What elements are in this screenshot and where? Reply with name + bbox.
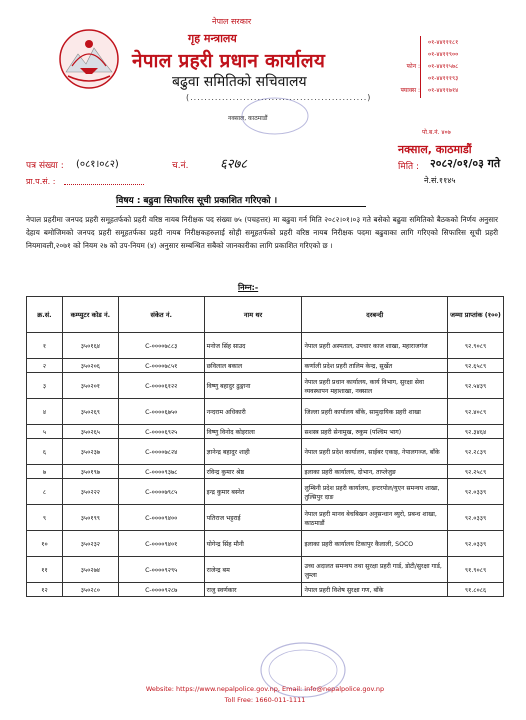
cell-score: ९१.९०८९ [448, 557, 504, 583]
cell-score: ९२.०३३९ [448, 479, 504, 505]
receipt-number-label: प्रा.प.सं. : [26, 177, 56, 186]
cell-serial: २ [27, 359, 63, 373]
cell-score: ९१.८०८६ [448, 583, 504, 597]
table-row [27, 373, 504, 399]
cell-serial: १० [27, 531, 63, 557]
table-row [27, 333, 504, 359]
office-title: नेपाल प्रहरी प्रधान कार्यालय [132, 50, 326, 72]
secretariat-parenthetical: (..................................................) [186, 93, 372, 102]
receipt-number-line [64, 184, 144, 185]
ministry-label: गृह मन्त्रालय [188, 32, 237, 45]
phone-number: ०१-४४१११९३ [428, 75, 459, 82]
cell-posting: लुम्बिनी प्रदेश प्रहरी कार्यालय, इन्टरपोल/युएन समन्वय शाखा, तुल्सिपुर दाङ [302, 479, 448, 505]
col-name: नाम थर [204, 297, 302, 333]
cell-serial: ६ [27, 439, 63, 465]
cell-name: इन्द्र कुमार बस्नेत [204, 479, 302, 505]
col-posting: दरबन्दी [302, 297, 448, 333]
col-computer-code: कम्प्युटर कोड नं. [62, 297, 118, 333]
cell-computer-code: ३५०२८० [62, 583, 118, 597]
list-heading: निम्न:- [238, 283, 259, 292]
cell-computer-code: ३५०२३७ [62, 439, 118, 465]
cell-posting: नेपाल प्रहरी मानव बेचबिखन अनुसन्धान ब्युरो, प्रबन्ध शाखा, काठमाडौं [302, 505, 448, 531]
cell-score: ९२.३४६४ [448, 425, 504, 439]
col-code-number: संकेत नं. [118, 297, 204, 333]
cell-name: विष्णु बहादुर ढुङ्गाना [204, 373, 302, 399]
cell-name: रविन्द्र कुमार श्रेष्ठ [204, 465, 302, 479]
nepal-sambat-ref: ने.सं.११४५ [424, 176, 456, 185]
table-row [27, 505, 504, 531]
table-row [27, 465, 504, 479]
phone-number: ०१-४४११५७८ [428, 63, 459, 70]
cell-serial: ९ [27, 505, 63, 531]
cell-code-number: C-००००९४०१ [118, 531, 204, 557]
subject-line [116, 193, 277, 206]
cell-serial: ३ [27, 373, 63, 399]
cell-score: ९२.६५८९ [448, 359, 504, 373]
dispatch-number-value: ६२७८ [220, 157, 248, 172]
cell-computer-code: ३५०२२२ [62, 479, 118, 505]
cell-computer-code: ३५०२०६ [62, 359, 118, 373]
cell-name: ज्ञानेन्द्र बहादुर शाही [204, 439, 302, 465]
cell-score: ९२.२५८९ [448, 465, 504, 479]
cell-computer-code: ३५०१६४ [62, 333, 118, 359]
table-row [27, 425, 504, 439]
cell-name: पतिराज भट्टराई [204, 505, 302, 531]
cell-name: राजु स्वर्णकार [204, 583, 302, 597]
cell-posting: उच्च अदालत समन्वय तथा सुरक्षा प्रहरी गार्ड, डोटी/सुरक्षा गार्ड, जुम्ला [302, 557, 448, 583]
cell-code-number: C-००००९२८७ [118, 583, 204, 597]
table-row [27, 583, 504, 597]
cell-score: ९२.९०८९ [448, 333, 504, 359]
cell-computer-code: ३५०२६९ [62, 399, 118, 425]
cell-computer-code: ३५०२३२ [62, 531, 118, 557]
nepal-emblem-icon [58, 28, 120, 90]
cell-posting: नेपाल प्रहरी प्रधान कार्यालय, कार्य विभाग, सुरक्षा सेवा व्यवस्थापन महाशाखा, नक्साल [302, 373, 448, 399]
table-row [27, 531, 504, 557]
cell-code-number: C-००००६९२५ [118, 425, 204, 439]
cell-name: नन्दराम अधिकारी [204, 399, 302, 425]
cell-computer-code: ३५०२६५ [62, 425, 118, 439]
table-row [27, 399, 504, 425]
footer-website: Website: https://www.nepalpolice.gov.np, Email: info@nepalpolice.gov.np [145, 685, 385, 693]
fax-number: ०१-४४११७१४ [428, 87, 459, 94]
cell-posting: इलाका प्रहरी कार्यालय टिकापुर कैलाली, SOCO [302, 531, 448, 557]
cell-score: ९२.०३३९ [448, 531, 504, 557]
cell-code-number: C-००००९२९५ [118, 557, 204, 583]
cell-computer-code: ३५०२०१ [62, 373, 118, 399]
subject-text: बढुवा सिफारिस सूची प्रकाशित गरिएको । [143, 196, 278, 206]
cell-score: ९२.०३३९ [448, 505, 504, 531]
body-paragraph: नेपाल प्रहरीमा जनपद प्रहरी समूहतर्फको प्रहरी वरिष्ठ नायब निरीक्षक पद संख्या ७५ (पचहत्तर) मा बढुवा गर्न मिति २०८२।०१।०३ गते बसेको बढुवा समितिको बैठकको निर्णय अनुसार देहाय बमोजिमको जनपद प्रहरी समूहतर्फका प्रहरी नायब निरीक्षकहरुलाई सोही समूहतर्फको प्रहरी वरिष्ठ नायब निरीक्षक पदमा बढुवाका लागि गरिएको सिफारिस सूची प्रहरी नियमावली,२०७१ को नियम २७ को उप-नियम (४) अनुसार सम्बन्धित सबैको जानकारीका लागि प्रकाशित गरिएको छ । [26, 215, 498, 250]
cell-code-number: C-००००७८५१ [118, 359, 204, 373]
table-row [27, 557, 504, 583]
phone-number: ०१-४४११९०० [428, 51, 459, 58]
cell-serial: ८ [27, 479, 63, 505]
secretariat-title: बढुवा समितिको सचिवालय [172, 74, 307, 90]
office-location: नक्साल, काठमाडौं [398, 143, 472, 156]
po-box: पो.ब.नं. ४०७ [422, 129, 451, 136]
cell-computer-code: ३५०२७४ [62, 557, 118, 583]
fax-label: फ्याक्स : [400, 87, 420, 94]
footer-tollfree: Toll Free: 1660-011-1111 [224, 696, 306, 704]
phone-number: ०१-४४१११८१ [428, 39, 459, 46]
cell-score: ९२.४०८९ [448, 399, 504, 425]
cell-posting: कर्णाली प्रदेश प्रहरी तालिम केन्द्र, सुर्खेत [302, 359, 448, 373]
footer [70, 684, 460, 706]
cell-score: ९२.५४३९ [448, 373, 504, 399]
cell-posting: सशस्त्र प्रहरी सेनामुख, रुकुम (पश्चिम भाग) [302, 425, 448, 439]
cell-name: राजेन्द्र बम [204, 557, 302, 583]
govt-label: नेपाल सरकार [212, 17, 252, 26]
cell-serial: ५ [27, 425, 63, 439]
cell-name: छविलाल बकाल [204, 359, 302, 373]
cell-code-number: C-००००६१२२ [118, 373, 204, 399]
cell-computer-code: ३५०१९७ [62, 465, 118, 479]
cell-code-number: C-००००६७५० [118, 399, 204, 425]
cell-posting: जिल्ला प्रहरी कार्यालय बाँके, सामुदायिक प्रहरी शाखा [302, 399, 448, 425]
col-serial: क्र.सं. [27, 297, 63, 333]
letter-number-label: पत्र संख्या : [26, 161, 64, 171]
subject-underline [116, 206, 366, 207]
date-value: २०८२/०१/०३ गते [430, 157, 501, 170]
cell-serial: १२ [27, 583, 63, 597]
table-row [27, 439, 504, 465]
letter-number-value: (०८१।०८२) [76, 159, 119, 170]
cell-posting: नेपाल प्रहरी प्रदेश कार्यालय, साईबर एकाइ, नेपालगञ्ज, बाँके [302, 439, 448, 465]
table-row [27, 479, 504, 505]
header-place: नक्साल, काठमाडौं [228, 115, 268, 122]
table-row [27, 359, 504, 373]
cell-posting: नेपाल प्रहरी विशेष सुरक्षा गण, बाँके [302, 583, 448, 597]
recommendation-table [26, 296, 504, 597]
cell-name: विष्णु विनोद कोइराला [204, 425, 302, 439]
cell-code-number: C-००००९३७८ [118, 465, 204, 479]
office-stamp-icon [240, 96, 310, 136]
cell-code-number: C-००००९४०० [118, 505, 204, 531]
cell-computer-code: ३५०१९९ [62, 505, 118, 531]
date-label: मिति : [398, 162, 420, 172]
col-total-score: जम्मा प्राप्तांक (१००) [448, 297, 504, 333]
cell-code-number: C-००००७८२४ [118, 439, 204, 465]
cell-serial: १ [27, 333, 63, 359]
cell-posting: इलाका प्रहरी कार्यालय, दोभान, ताप्लेजुङ [302, 465, 448, 479]
subject-label: विषय : [116, 196, 141, 206]
cell-code-number: C-००००७९८५ [118, 479, 204, 505]
cell-serial: ७ [27, 465, 63, 479]
cell-name: मनोज सिंह साउद [204, 333, 302, 359]
cell-posting: नेपाल प्रहरी अस्पताल, उपचार काज शाखा, महाराजगंज [302, 333, 448, 359]
cell-name: योगेन्द्र सिंह मौनी [204, 531, 302, 557]
phone-label: फोन : [406, 63, 420, 70]
dispatch-number-label: च.नं. [172, 161, 189, 171]
cell-score: ९२.२८३९ [448, 439, 504, 465]
table-header-row [27, 297, 504, 333]
cell-serial: ४ [27, 399, 63, 425]
cell-serial: ११ [27, 557, 63, 583]
cell-code-number: C-००००७८८३ [118, 333, 204, 359]
